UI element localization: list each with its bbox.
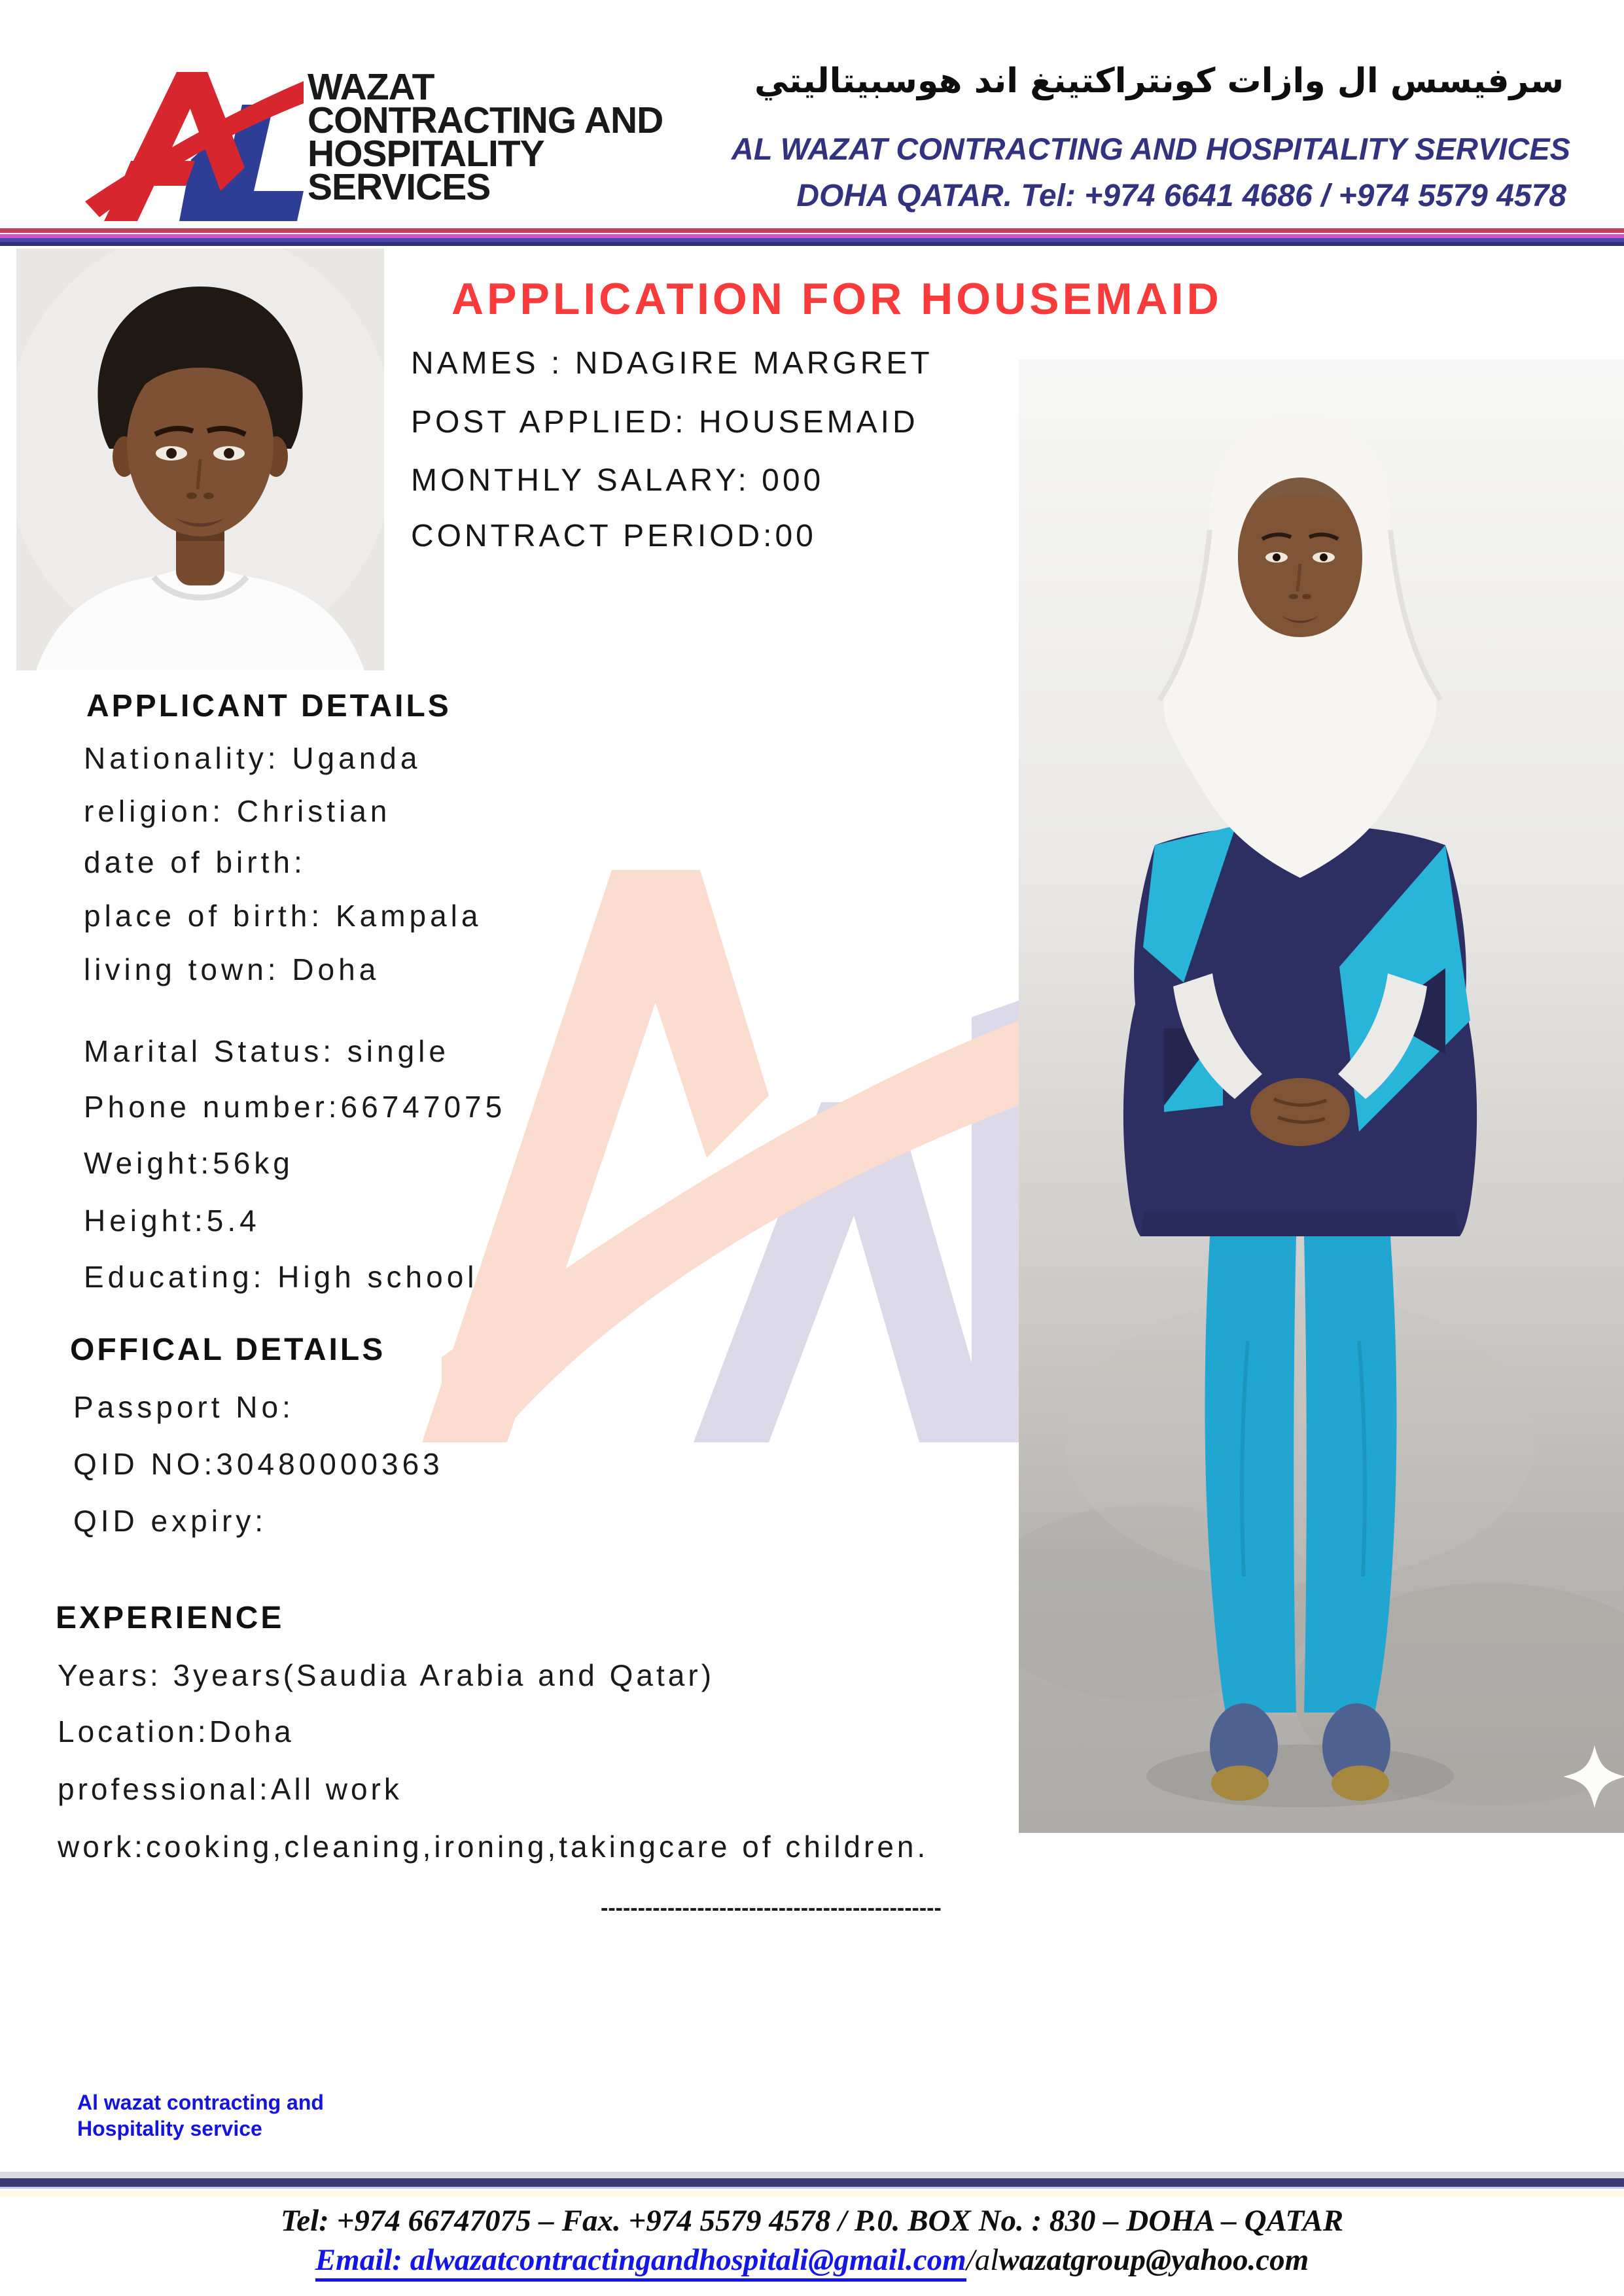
detail-row-date-of-birth: date of birth: xyxy=(84,845,306,879)
footer-email-separator: /al xyxy=(966,2243,999,2277)
logo-word-line: SERVICES xyxy=(308,166,491,208)
detail-row-living-town: living town: Doha xyxy=(84,952,380,986)
applicant-details-heading: APPLICANT DETAILS xyxy=(86,689,451,723)
al-wazat-logo-icon xyxy=(73,63,309,223)
agency-note-line: Al wazat contracting and xyxy=(77,2091,324,2114)
al-logo-watermark xyxy=(402,821,1037,1442)
detail-row-height: Height:5.4 xyxy=(84,1204,260,1238)
detail-row-weight: Weight:56kg xyxy=(84,1146,294,1180)
logo-word-line: CONTRACTING AND xyxy=(308,99,663,141)
detail-row-education: Educating: High school xyxy=(84,1260,478,1294)
detail-row-nationality: Nationality: Uganda xyxy=(84,741,421,775)
footer-divider-navy xyxy=(0,2178,1624,2187)
footer-divider-gray xyxy=(0,2172,1624,2178)
logo-word-line: WAZAT xyxy=(308,66,434,108)
experience-row-years: Years: 3years(Saudia Arabia and Qatar) xyxy=(58,1658,715,1692)
document-title: APPLICATION FOR HOUSEMAID xyxy=(451,274,1222,324)
field-monthly-salary: MONTHLY SALARY: 000 xyxy=(411,463,824,498)
company-name-english: AL WAZAT CONTRACTING AND HOSPITALITY SERVICES xyxy=(731,131,1570,166)
dashed-separator: ---------------------------------------------- xyxy=(601,1896,942,1921)
detail-row-religion: religion: Christian xyxy=(84,794,391,828)
detail-row-passport-no: Passport No: xyxy=(73,1390,294,1424)
experience-row-location: Location:Doha xyxy=(58,1714,294,1748)
footer-divider-lavender xyxy=(0,2187,1624,2189)
field-names: NAMES : NDAGIRE MARGRET xyxy=(411,346,933,381)
footer-divider-cream xyxy=(0,2191,1624,2197)
detail-row-phone-number: Phone number:66747075 xyxy=(84,1090,506,1124)
field-contract-period: CONTRACT PERIOD:00 xyxy=(411,519,817,553)
experience-row-professional: professional:All work xyxy=(58,1772,402,1806)
company-location-phone: DOHA QATAR. Tel: +974 6641 4686 / +974 5579 4578 xyxy=(796,179,1566,213)
experience-heading: EXPERIENCE xyxy=(56,1601,285,1635)
applicant-fullbody-photo xyxy=(1019,360,1624,1833)
detail-row-qid-expiry: QID expiry: xyxy=(73,1504,268,1538)
company-name-arabic: سرفيسس ال وازات كونتراكتينغ اند هوسبيتاليتي xyxy=(754,61,1564,101)
footer-email-line xyxy=(0,2242,1624,2278)
footer-tel-fax-pobox: Tel: +974 66747075 – Fax. +974 5579 4578 / P.0. BOX No. : 830 – DOHA – QATAR xyxy=(280,2204,1344,2238)
footer-email-link[interactable]: Email: alwazatcontractingandhospitali@gmail.com xyxy=(315,2243,966,2282)
detail-row-marital-status: Marital Status: single xyxy=(84,1034,450,1068)
footer-email-yahoo: wazatgroup@yahoo.com xyxy=(998,2243,1309,2277)
field-post-applied: POST APPLIED: HOUSEMAID xyxy=(411,405,919,440)
header-divider-stripes xyxy=(0,226,1624,246)
logo-word-line: HOSPITALITY xyxy=(308,133,544,175)
agency-note xyxy=(77,2089,324,2142)
agency-note-line: Hospitality service xyxy=(77,2117,262,2140)
detail-row-place-of-birth: place of birth: Kampala xyxy=(84,899,482,933)
applicant-portrait-photo xyxy=(16,249,384,670)
experience-row-work: work:cooking,cleaning,ironing,takingcare of children. xyxy=(58,1830,929,1864)
official-details-heading: OFFICAL DETAILS xyxy=(70,1332,386,1367)
detail-row-qid-no: QID NO:30480000363 xyxy=(73,1447,444,1481)
